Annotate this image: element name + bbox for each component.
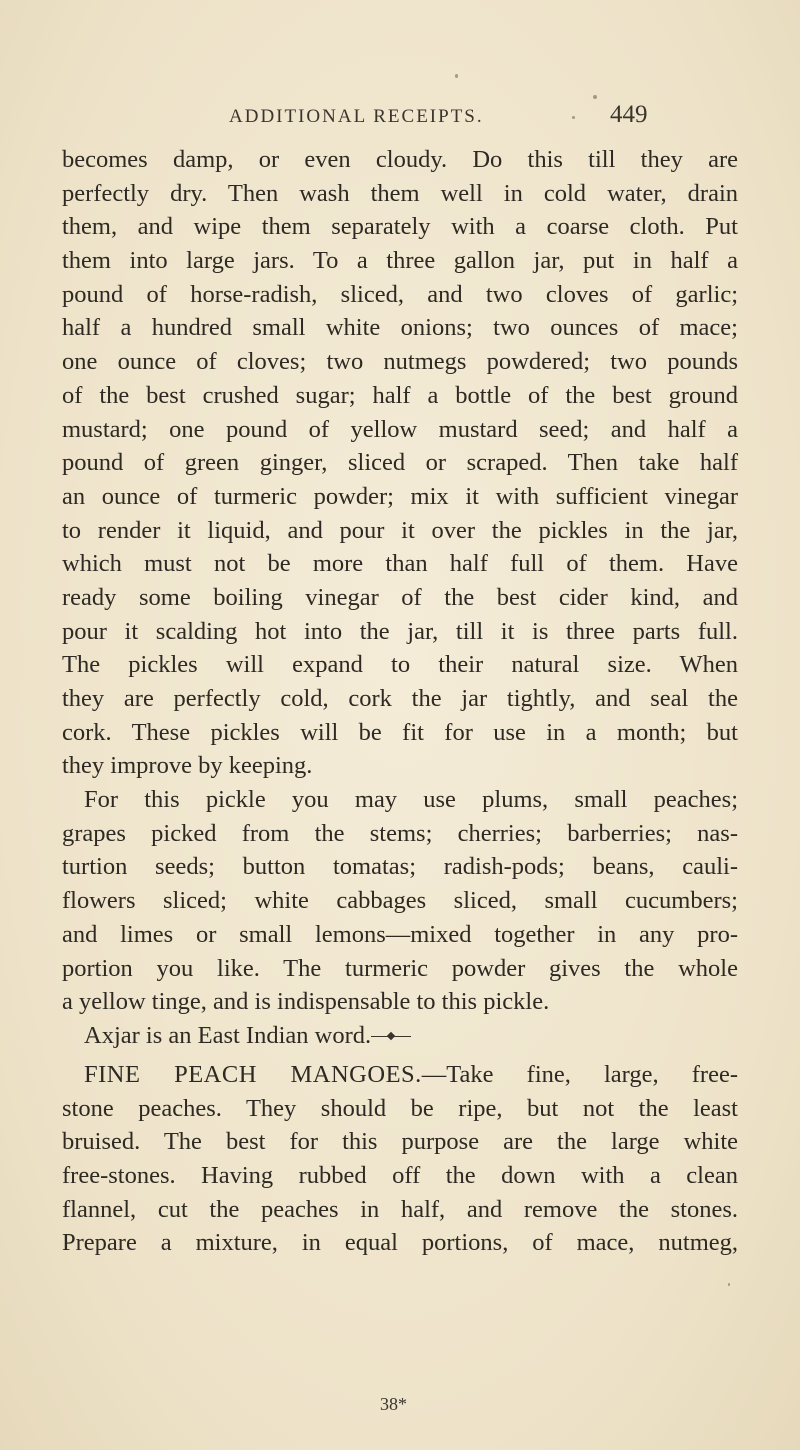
page-header bbox=[0, 101, 800, 136]
page-number: 449 bbox=[610, 101, 648, 128]
text-line: turtion seeds; button tomatas; radish-pods; beans, cauli- bbox=[62, 853, 738, 881]
text-line: flowers sliced; white cabbages sliced, small cucumbers; bbox=[62, 887, 738, 915]
text-line: perfectly dry. Then wash them well in cold water, drain bbox=[62, 179, 738, 207]
text-line: which must not be more than half full of them. Have bbox=[62, 550, 738, 578]
text-line: them, and wipe them separately with a coarse cloth. Put bbox=[62, 213, 738, 241]
recipe-title: FINE PEACH MANGOES. bbox=[84, 1061, 422, 1088]
text-line: to render it liquid, and pour it over the pickles in the jar, bbox=[62, 516, 738, 544]
paper-speck bbox=[728, 1283, 730, 1286]
body-text-lower bbox=[62, 1058, 738, 1260]
text-line: free-stones. Having rubbed off the down with a clean bbox=[62, 1162, 738, 1190]
text-line: cork. These pickles will be fit for use in a month; but bbox=[62, 718, 738, 746]
text-line: —Take fine, large, free- bbox=[421, 1061, 738, 1088]
paper-speck bbox=[455, 74, 458, 78]
text-line: bruised. The best for this purpose are the large white bbox=[62, 1128, 738, 1156]
text-line: becomes damp, or even cloudy. Do this till they are bbox=[62, 146, 738, 173]
text-line: and limes or small lemons—mixed together in any pro- bbox=[62, 920, 738, 948]
text-line: of the best crushed sugar; half a bottle of the best ground bbox=[62, 381, 738, 409]
text-line: Prepare a mixture, in equal portions, of mace, nutmeg, bbox=[62, 1229, 738, 1257]
text-line: pound of green ginger, sliced or scraped. Then take half bbox=[62, 449, 738, 477]
text-line: grapes picked from the stems; cherries; barberries; nas- bbox=[62, 819, 738, 847]
text-line: portion you like. The turmeric powder gives the whole bbox=[62, 954, 738, 982]
text-line: pour it scalding hot into the jar, till it is three parts full. bbox=[62, 617, 738, 645]
section-divider bbox=[371, 1031, 411, 1041]
text-line: flannel, cut the peaches in half, and remove the stones. bbox=[62, 1195, 738, 1223]
text-line: For this pickle you may use plums, small peaches; bbox=[84, 786, 738, 814]
text-line: The pickles will expand to their natural size. When bbox=[62, 651, 738, 679]
text-line: a yellow tinge, and is indispensable to this pickle. bbox=[62, 988, 550, 1016]
recipe-first-line bbox=[62, 1058, 738, 1092]
divider-diamond-icon bbox=[387, 1032, 395, 1040]
text-line: one ounce of cloves; two nutmegs powdered; two pounds bbox=[62, 348, 738, 376]
text-line: they improve by keeping. bbox=[62, 752, 313, 780]
paper-speck bbox=[593, 95, 597, 99]
text-line: them into large jars. To a three gallon jar, put in half a bbox=[62, 247, 738, 275]
body-text-upper bbox=[62, 143, 738, 1053]
signature-mark: 38* bbox=[380, 1394, 407, 1414]
text-line: half a hundred small white onions; two ounces of mace; bbox=[62, 314, 738, 342]
text-line: stone peaches. They should be ripe, but not the least bbox=[62, 1094, 738, 1122]
paper-speck bbox=[572, 116, 575, 119]
text-line: Axjar is an East Indian word. bbox=[84, 1021, 372, 1049]
text-line: mustard; one pound of yellow mustard seed; and half a bbox=[62, 415, 738, 443]
text-line: an ounce of turmeric powder; mix it with sufficient vinegar bbox=[62, 482, 738, 510]
text-line: pound of horse-radish, sliced, and two cloves of garlic; bbox=[62, 280, 738, 308]
text-line: they are perfectly cold, cork the jar tightly, and seal the bbox=[62, 685, 738, 712]
running-head: ADDITIONAL RECEIPTS. bbox=[229, 106, 484, 127]
text-line: ready some boiling vinegar of the best cider kind, and bbox=[62, 583, 738, 611]
